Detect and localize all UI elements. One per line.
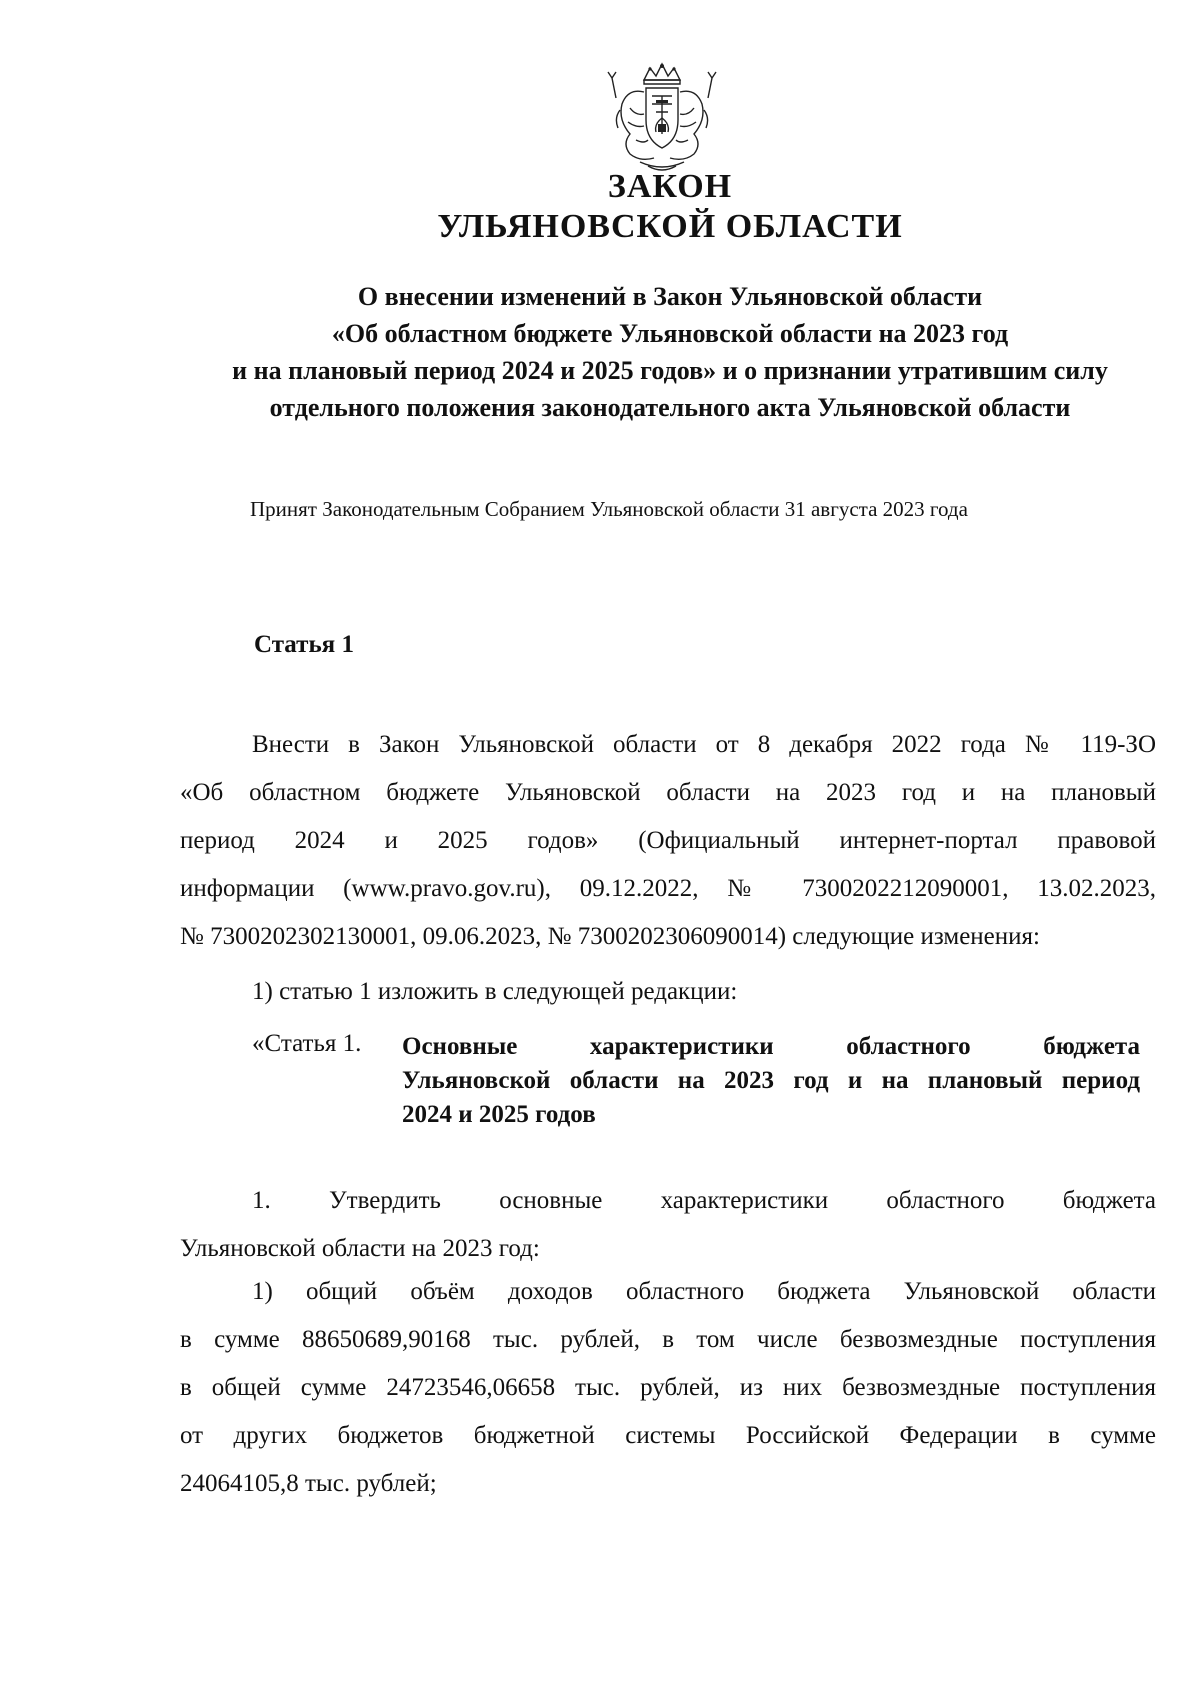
article-intro-paragraph (180, 721, 1156, 961)
paragraph-line: 1) общий объём доходов областного бюджета Ульяновской области (252, 1278, 1156, 1305)
amendment-item-1: 1) статью 1 изложить в следующей редакции: (252, 978, 738, 1005)
subject-line: и на плановый период 2024 и 2025 годов» и о признании утратившим силу (232, 356, 1108, 385)
subpoint-1-paragraph (180, 1268, 1156, 1508)
paragraph-line: 1. Утвердить основные характеристики областного бюджета (252, 1187, 1156, 1214)
coat-of-arms-emblem (600, 58, 724, 176)
paragraph-line: 24064105,8 тыс. рублей; (180, 1470, 437, 1497)
paragraph-line: в сумме 88650689,90168 тыс. рублей, в том числе безвозмездные поступления (180, 1326, 1156, 1353)
law-subject-title (180, 278, 1160, 426)
paragraph-line: информации (www.pravo.gov.ru), 09.12.2022, № 7300202212090001, 13.02.2023, (180, 875, 1156, 902)
quoted-title-line: Ульяновской области на 2023 год и на плановый период (402, 1067, 1140, 1094)
paragraph-line: период 2024 и 2025 годов» (Официальный интернет-портал правовой (180, 827, 1156, 854)
quoted-article-title (402, 1030, 1140, 1132)
paragraph-line: Ульяновской области на 2023 год: (180, 1235, 540, 1262)
subject-line: отдельного положения законодательного акта Ульяновской области (269, 393, 1071, 422)
paragraph-line: Внести в Закон Ульяновской области от 8 декабря 2022 года № 119-ЗО (252, 731, 1156, 758)
subject-line: «Об областном бюджете Ульяновской области на 2023 год (331, 319, 1009, 348)
law-title: ЗАКОН (607, 168, 733, 205)
subject-line: О внесении изменений в Закон Ульяновской области (357, 282, 983, 311)
paragraph-line: от других бюджетов бюджетной системы Российской Федерации в сумме (180, 1422, 1156, 1449)
paragraph-line: в общей сумме 24723546,06658 тыс. рублей, из них безвозмездные поступления (180, 1374, 1156, 1401)
paragraph-line: № 7300202302130001, 09.06.2023, № 7300202306090014) следующие изменения: (180, 923, 1040, 950)
quoted-title-line: Основные характеристики областного бюджета (402, 1033, 1140, 1060)
law-region-title: УЛЬЯНОВСКОЙ ОБЛАСТИ (437, 208, 903, 245)
article-heading: Статья 1 (254, 631, 354, 658)
point-1-paragraph (180, 1177, 1156, 1273)
quoted-article-label: «Статья 1. (252, 1030, 362, 1057)
adoption-note: Принят Законодательным Собранием Ульяновской области 31 августа 2023 года (250, 497, 968, 521)
paragraph-line: «Об областном бюджете Ульяновской области на 2023 год и на плановый (180, 779, 1156, 806)
quoted-title-line: 2024 и 2025 годов (402, 1101, 596, 1128)
